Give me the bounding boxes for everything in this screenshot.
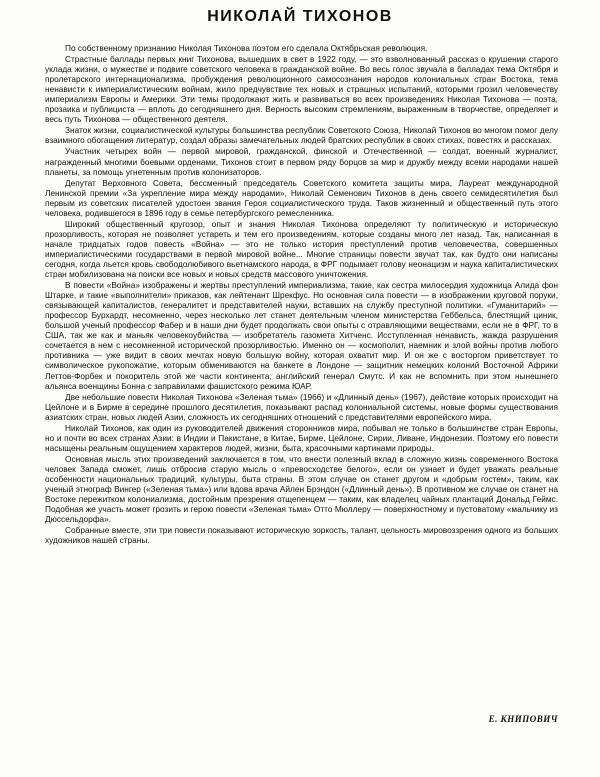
paragraph: Николай Тихонов, как один из руководителей движения сторонников мира, побывал не только в большинстве стран Европы, но и почти во всех странах Азии: в Индии и Пакистане, в Китае, Бирме, Цейлоне, Сирии, Ливане, Индонезии. Поэтому его повести насыщены реальным ощущением характеров людей, жизни, быта, красочными картинами природы. [45,422,558,453]
paragraph: Две небольшие повести Николая Тихонова «Зеленая тьма» (1966) и «Длинный день» (1967), действие которых происходит на Цейлоне и в Бирме в середине прошлого десятилетия, показывают распад колониальной системы, новые формы существования азиатских стран, новых людей Азии, сложность их сегодняшних отношений с представителями европейского мира. [45,391,558,422]
paragraph: Знаток жизни, социалистической культуры большинства республик Советского Союза, Николай Тихонов во многом помог делу взаимного обогащения литератур, создал образы замечательных людей братских республик в своих стихах, повестях и рассказах. [45,125,558,146]
paragraph: Основная мысль этих произведений заключается в том, что внести полезный вклад в сложную жизнь современного Востока человек Запада сможет, лишь отбросив старую мысль о «превосходстве белого», если он узнает и будет уважать реальные особенности национальных традиций, культуры, быта страны. В этом случае он станет другом и «добрым гостем», таким, как ученый этнограф Вингер («Зеленая тьма») или вдова врача Айлен Брэндон («Длинный день»). В противном же случае он станет на Востоке пережитком колониализма, достойным презрения отщепенцем — таким, как владелец чайных плантаций Дональд Геймс. Подобная же участь может грозить и герою повести «Зеленая тьма» Отто Мюллеру — поверхностному и пустоватому «мальчику из Дюссельдорфа». [45,453,558,525]
paragraph: Широкий общественный кругозор, опыт и знания Николая Тихонова определяют ту политическую и историческую прозорливость, которая не позволяет устареть и тем его произведениям, которые созданы много лет назад. Так, написанная в начале тридцатых годов повесть «Война» — это не только история преступлений против человечества, совершенных империалистическими государствами в первой мировой войне... Многие страницы повести звучат так, как будто они написаны сегодня, когда льется кровь свободолюбивого вьетнамского народа, в ФРГ подымает голову неонацизм и наука капиталистических стран мобилизована на поиски все новых и новых средств массового уничтожения. [45,218,558,280]
paragraph: По собственному признанию Николая Тихонова поэтом его сделала Октябрьская революция. [65,43,428,53]
author-signature: Е. КНИПОВИЧ [488,714,558,724]
paragraph: В повести «Война» изображены и жертвы преступлений империализма, такие, как сестра милосердия художница Алида фон Штарке, и такие «выполнители» приказов, как лейтенант Шрекфус. Но основная сила повести — в изображении круговой поруки, связывающей капиталистов, генералитет и представителей науки, вставших на службу преступной политики. «Гуманитарий» — профессор Бурхардт, несомненно, через несколько лет станет деятельным членом министерства Геббельса, блестящий циник, большой ученый профессор Фабер и в наши дни будет продолжать свои опыты с отравляющими веществами, если не в ФРГ, то в США, так же как и маньяк человекоубийства — изобретатель газомета Хитченс. Исступленная ненависть, жажда разрушения сочетается в нем с несомненной исторической прозорливостью. Именно он — космополит, наемник и злой войны против любого противника — уже видит в своих мечтах новую большую войну, которая охватит мир. И он же с восторгом приветствует то символическое рукопожатие, которым обмениваются на банкете в Лондоне — защитник немецких колоний Восточной Африки Леттов-Форбек и покоритель этой же части континента, английский генерал Смутс. И как не вспомнить при этом нынешнего альянса военщины Бонна с заправилами фашистского режима ЮАР. [45,280,558,391]
paragraph: Страстные баллады первых книг Тихонова, вышедших в свет в 1922 году, — это взволнованный рассказ о крушении старого уклада жизни, о мужестве и подвиге советского человека в гражданской войне. Во весь голос звучала в балладах тема Октября и пролетарского интернационализма, пробуждения революционного самосознания народов колониальных стран Востока, тема ненависти к империалистическим войнам, жило предчувствие тех новых и страшных испытаний, которыми грозил человечеству империализм Европы и Америки. Эти темы продолжают жить и развиваться во всех произведениях Николая Тихонова — поэта, прозаика и публициста — вплоть до сегодняшнего дня. Верность высоким стремлениям, выраженным в творчестве, определяет и весь путь Тихонова — общественного деятеля. [45,54,558,125]
article-title: НИКОЛАЙ ТИХОНОВ [207,8,393,25]
paragraph: Собранные вместе, эти три повести показывают историческую зоркость, талант, цельность мировоззрения одного из больших художников нашей страны. [45,525,558,546]
article-body [45,43,558,546]
paragraph: Депутат Верховного Совета, бессменный председатель Советского комитета защиты мира, Лауреат международной Ленинской премии «За укрепление мира между народами», Николай Семенович Тихонов в день своего семидесятилетия был первым из советских писателей удостоен звания Героя социалистического труда. Таков жизненный и общественный путь этого человека, родившегося в 1896 году в семье петербургского ремесленника. [45,177,558,218]
paragraph: Участник четырех войн — первой мировой, гражданской, финской и Отечественной — солдат, военный журналист, награжденный многими боевыми орденами, Тихонов стоит в первом ряду борцов за мир и дружбу между всеми народами нашей планеты, за помощь угнетенным против колонизаторов. [45,146,558,177]
